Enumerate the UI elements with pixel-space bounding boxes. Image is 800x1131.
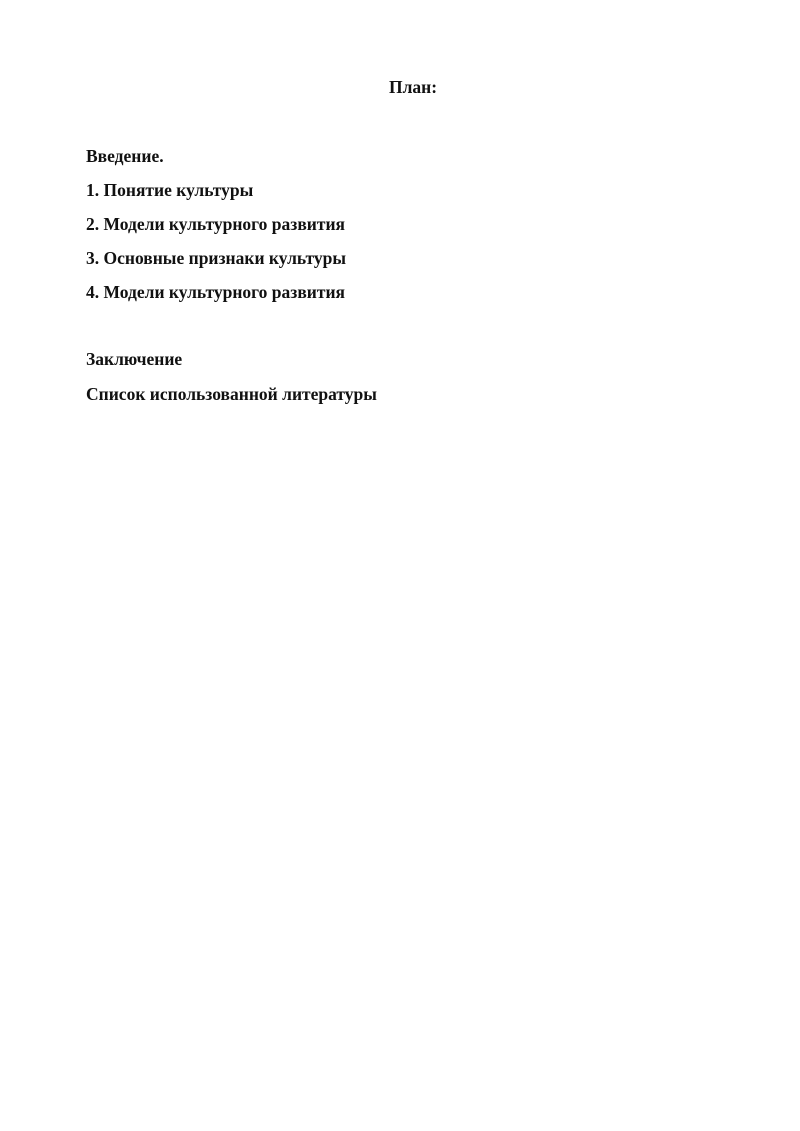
plan-item-4: 4. Модели культурного развития: [86, 282, 345, 302]
plan-item-3: 3. Основные признаки культуры: [86, 248, 346, 268]
plan-title: План:: [388, 77, 438, 97]
plan-item-introduction: Введение.: [86, 146, 164, 166]
plan-item-references: Список использованной литературы: [86, 384, 377, 404]
plan-item-2: 2. Модели культурного развития: [86, 214, 345, 234]
plan-item-1: 1. Понятие культуры: [86, 180, 254, 200]
plan-item-conclusion: Заключение: [86, 349, 183, 369]
